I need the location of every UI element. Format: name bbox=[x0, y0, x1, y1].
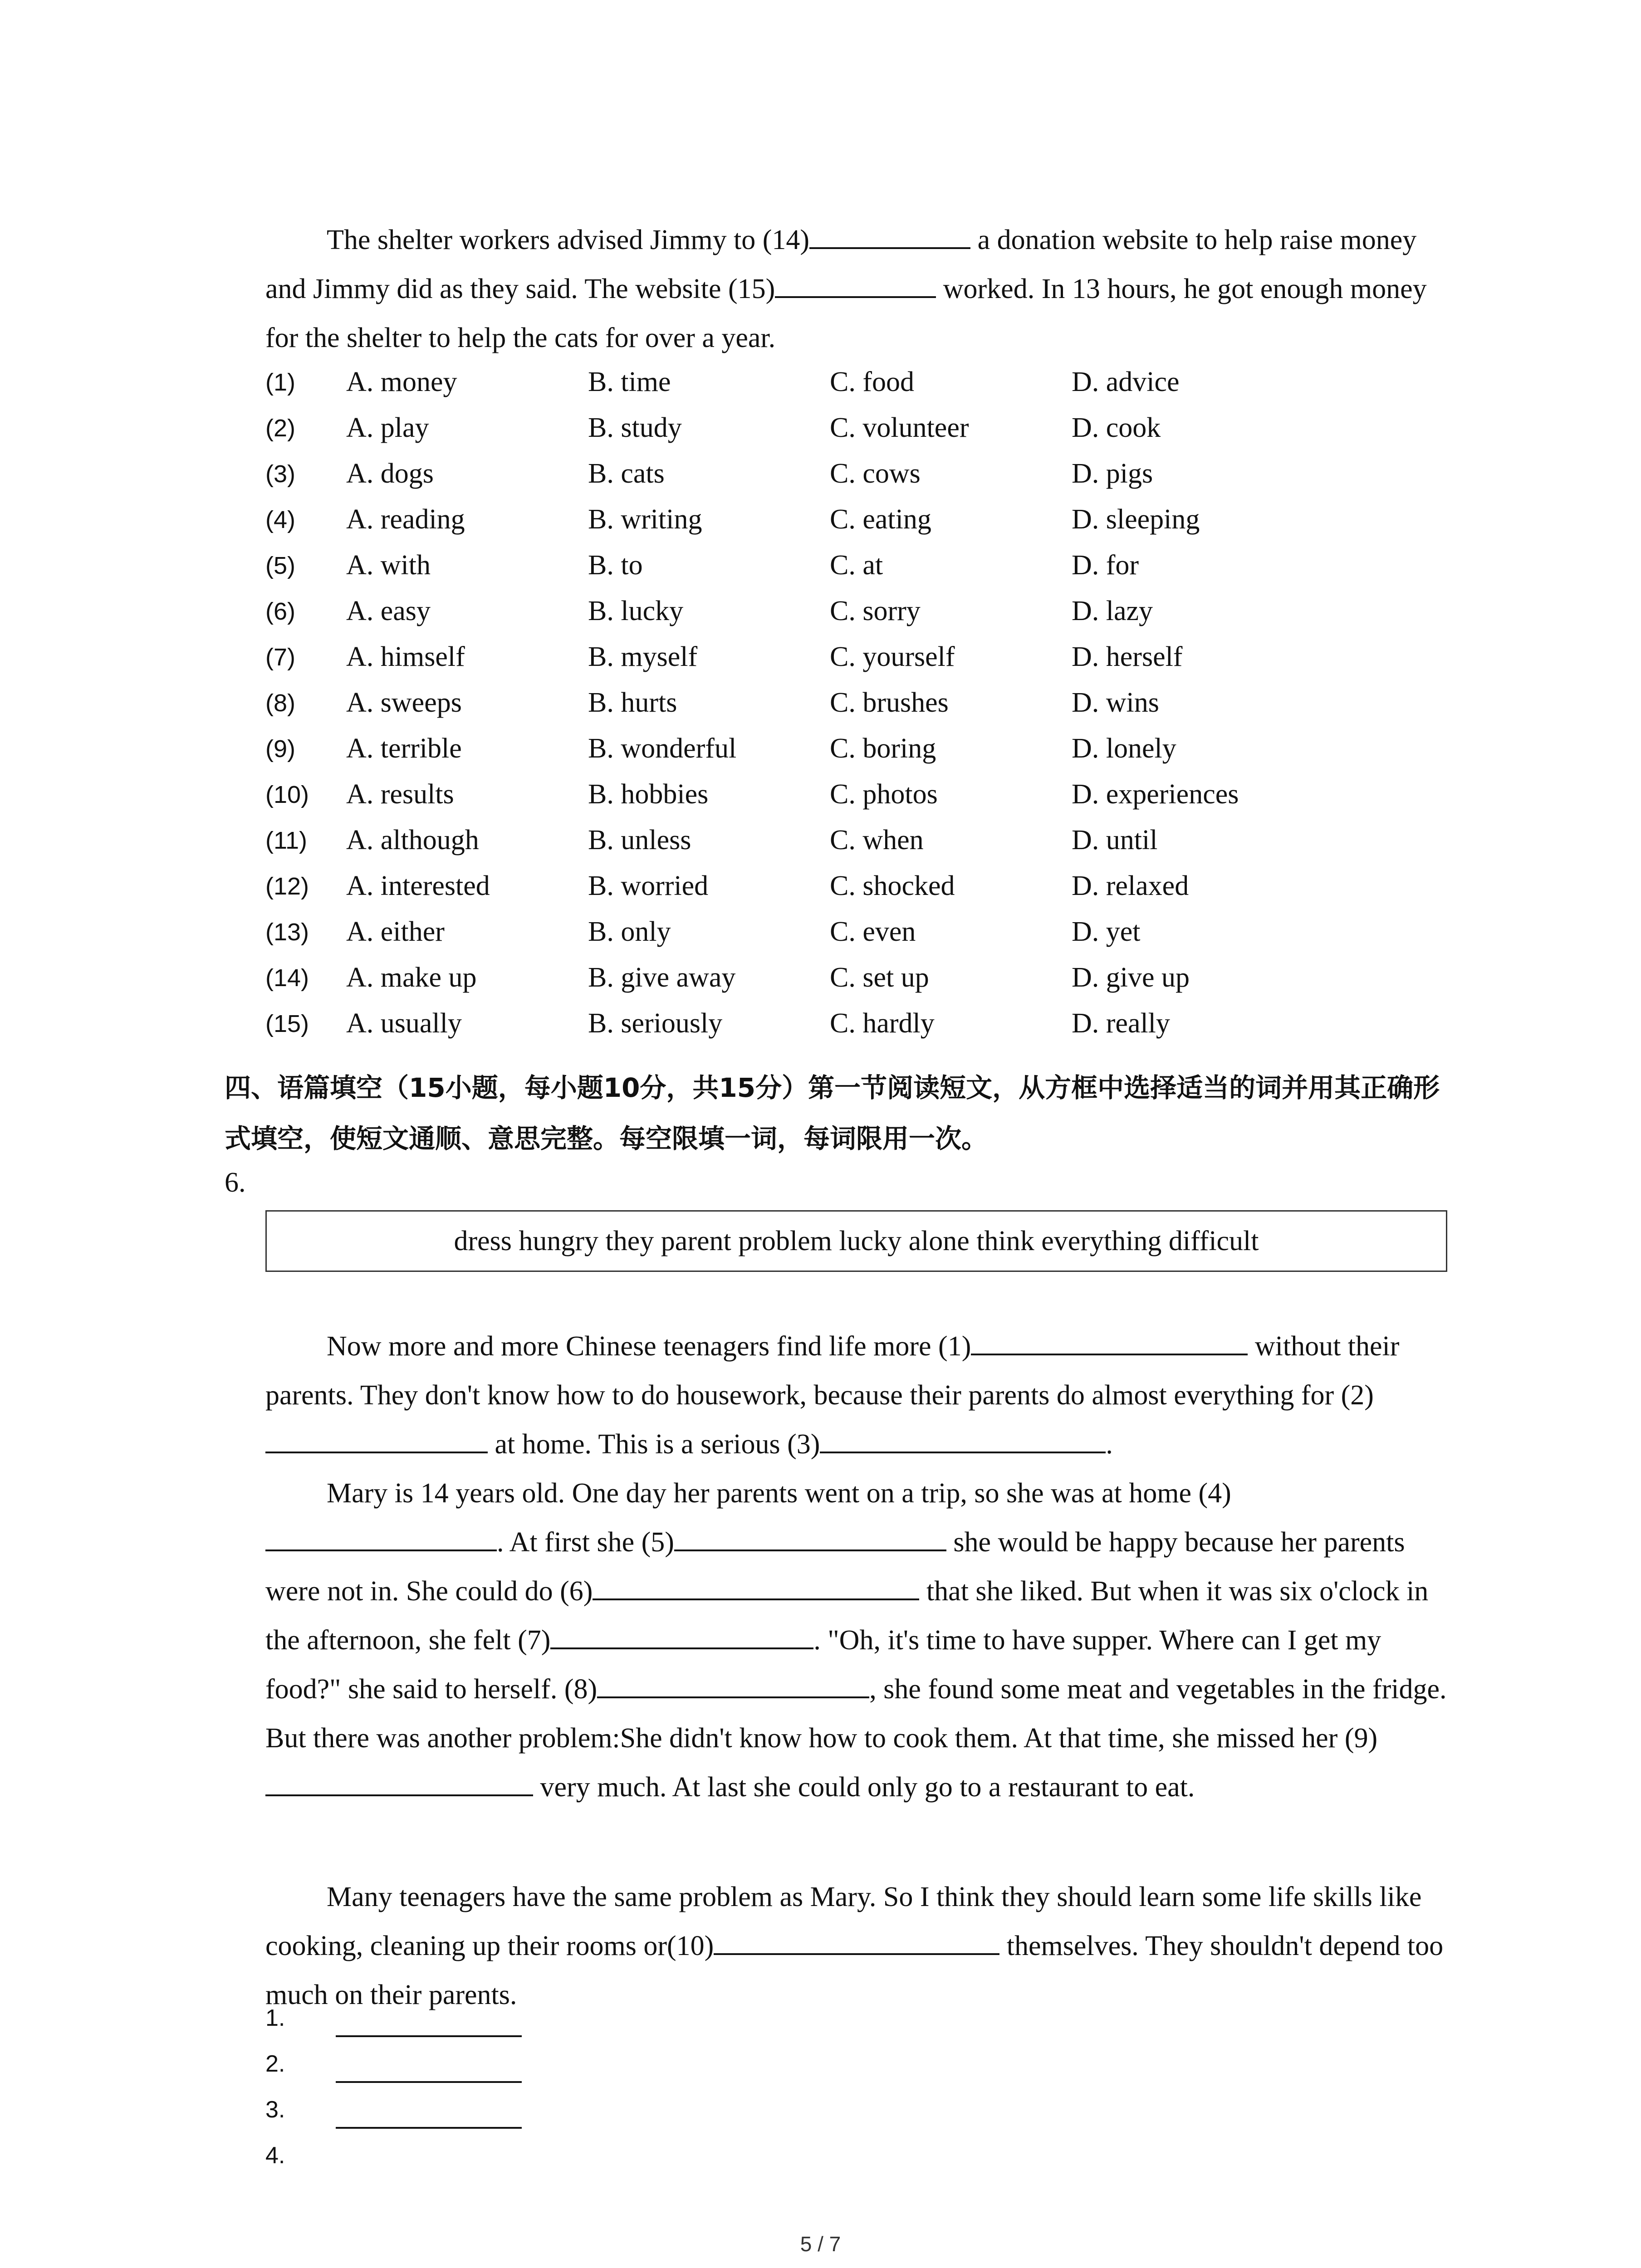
blank-2[interactable] bbox=[265, 1423, 488, 1453]
option-b[interactable]: B. hobbies bbox=[588, 779, 709, 810]
option-b[interactable]: B. give away bbox=[588, 962, 736, 993]
answer-number: 2. bbox=[265, 2050, 285, 2077]
answer-number: 1. bbox=[265, 2004, 285, 2031]
option-a[interactable]: A. reading bbox=[346, 504, 465, 535]
answer-number: 3. bbox=[265, 2096, 285, 2123]
option-a[interactable]: A. himself bbox=[346, 641, 465, 672]
option-a[interactable]: A. results bbox=[346, 779, 454, 810]
question-row bbox=[265, 405, 1300, 451]
passage-text: very much. At last she could only go to a restaurant to eat. bbox=[533, 1772, 1195, 1803]
question-row bbox=[265, 817, 1300, 863]
option-b[interactable]: B. wonderful bbox=[588, 733, 737, 764]
option-b[interactable]: B. writing bbox=[588, 504, 702, 535]
answer-row bbox=[265, 2087, 522, 2132]
option-a[interactable]: A. play bbox=[346, 412, 429, 443]
blank-14[interactable] bbox=[809, 219, 970, 249]
option-d[interactable]: D. for bbox=[1072, 550, 1139, 581]
passage-text: worked. In 13 hours, he got enough money for the shelter to help the cats for over a year. bbox=[265, 274, 1427, 353]
option-a[interactable]: A. either bbox=[346, 916, 445, 947]
answer-line[interactable] bbox=[336, 2109, 522, 2129]
option-d[interactable]: D. give up bbox=[1072, 962, 1190, 993]
answer-row bbox=[265, 1995, 522, 2041]
answer-line[interactable] bbox=[336, 2017, 522, 2037]
question-number: (9) bbox=[265, 735, 295, 763]
question-row bbox=[265, 955, 1300, 1001]
blank-3[interactable] bbox=[820, 1423, 1106, 1453]
blank-4[interactable] bbox=[265, 1521, 497, 1551]
word-box: dress hungry they parent problem lucky alone think everything difficult bbox=[265, 1210, 1447, 1272]
option-b[interactable]: B. myself bbox=[588, 641, 698, 672]
option-b[interactable]: B. seriously bbox=[588, 1008, 723, 1039]
passage-text: . At first she (5) bbox=[497, 1527, 674, 1558]
option-d[interactable]: D. herself bbox=[1072, 641, 1183, 672]
page-indicator: 5 / 7 bbox=[800, 2232, 841, 2256]
option-c[interactable]: C. when bbox=[830, 825, 924, 855]
option-d[interactable]: D. experiences bbox=[1072, 779, 1239, 810]
blank-6[interactable] bbox=[593, 1570, 919, 1600]
option-b[interactable]: B. lucky bbox=[588, 596, 684, 626]
option-d[interactable]: D. pigs bbox=[1072, 458, 1153, 489]
passage-text: at home. This is a serious (3) bbox=[488, 1429, 820, 1460]
option-d[interactable]: D. sleeping bbox=[1072, 504, 1200, 535]
blank-7[interactable] bbox=[550, 1619, 813, 1649]
option-b[interactable]: B. cats bbox=[588, 458, 665, 489]
option-b[interactable]: B. only bbox=[588, 916, 671, 947]
question-number: (14) bbox=[265, 964, 309, 992]
blank-1[interactable] bbox=[971, 1325, 1248, 1355]
passage-text: Mary is 14 years old. One day her parents went on a trip, so she was at home (4) bbox=[327, 1478, 1231, 1509]
question-number: (6) bbox=[265, 597, 295, 625]
question-row bbox=[265, 909, 1300, 955]
option-d[interactable]: D. lonely bbox=[1072, 733, 1176, 764]
question-row bbox=[265, 359, 1300, 405]
answer-list bbox=[265, 1995, 522, 2178]
option-a[interactable]: A. dogs bbox=[346, 458, 434, 489]
question-row bbox=[265, 588, 1300, 634]
option-c[interactable]: C. even bbox=[830, 916, 916, 947]
question-row bbox=[265, 1001, 1300, 1046]
question-number: (8) bbox=[265, 689, 295, 717]
option-c[interactable]: C. eating bbox=[830, 504, 931, 535]
answer-row bbox=[265, 2132, 522, 2178]
question-number: (12) bbox=[265, 872, 309, 900]
option-a[interactable]: A. sweeps bbox=[346, 687, 462, 718]
option-c[interactable]: C. yourself bbox=[830, 641, 955, 672]
option-c[interactable]: C. sorry bbox=[830, 596, 921, 626]
section-title: 四、语篇填空（15小题，每小题10分，共15分）第一节阅读短文，从方框中选择适当的词并用其正确形式填空，使短文通顺、意思完整。每空限填一词，每词限用一次。 bbox=[225, 1072, 1440, 1154]
question-row bbox=[265, 543, 1300, 588]
blank-10[interactable] bbox=[714, 1925, 999, 1955]
passage-text: a donation website to help raise money and Jimmy did as they said. The website (15) bbox=[265, 225, 1417, 304]
question-row bbox=[265, 726, 1300, 772]
passage-top-paragraph bbox=[265, 215, 1454, 362]
passage-text: Now more and more Chinese teenagers find life more (1) bbox=[327, 1331, 971, 1362]
option-c[interactable]: C. hardly bbox=[830, 1008, 935, 1039]
answer-number: 4. bbox=[265, 2142, 285, 2169]
passage-paragraph-2 bbox=[265, 1469, 1454, 1812]
option-c[interactable]: C. cows bbox=[830, 458, 921, 489]
question-number: (5) bbox=[265, 552, 295, 579]
option-c[interactable]: C. volunteer bbox=[830, 412, 969, 443]
question-number: (1) bbox=[265, 368, 295, 396]
question-row bbox=[265, 497, 1300, 543]
option-c[interactable]: C. shocked bbox=[830, 870, 955, 901]
option-a[interactable]: A. usually bbox=[346, 1008, 462, 1039]
options-table bbox=[265, 359, 1300, 1046]
option-b[interactable]: B. hurts bbox=[588, 687, 677, 718]
question-row bbox=[265, 680, 1300, 726]
option-b[interactable]: B. time bbox=[588, 367, 671, 397]
question-row bbox=[265, 863, 1300, 909]
passage-text: . bbox=[1106, 1429, 1113, 1460]
option-a[interactable]: A. money bbox=[346, 367, 457, 397]
option-d[interactable]: D. cook bbox=[1072, 412, 1161, 443]
passage-text: without their parents. They don't know how to do housework, because their parents do almost everything for (2) bbox=[265, 1331, 1400, 1411]
option-c[interactable]: C. food bbox=[830, 367, 914, 397]
option-a[interactable]: A. easy bbox=[346, 596, 431, 626]
question-number: 6. bbox=[225, 1167, 246, 1198]
question-number: (15) bbox=[265, 1010, 309, 1037]
question-number: (2) bbox=[265, 414, 295, 442]
passage-text: she would be happy because her parents were not in. She could do (6) bbox=[265, 1527, 1405, 1607]
question-number: (13) bbox=[265, 918, 309, 946]
option-a[interactable]: A. make up bbox=[346, 962, 477, 993]
blank-9[interactable] bbox=[265, 1766, 533, 1796]
option-d[interactable]: D. advice bbox=[1072, 367, 1180, 397]
passage-text: . "Oh, it's time to have supper. Where can I get my food?" she said to herself. (8) bbox=[265, 1625, 1381, 1705]
option-c[interactable]: C. boring bbox=[830, 733, 936, 764]
option-a[interactable]: A. terrible bbox=[346, 733, 462, 764]
question-row bbox=[265, 772, 1300, 817]
option-b[interactable]: B. worried bbox=[588, 870, 709, 901]
question-number: (4) bbox=[265, 506, 295, 533]
blank-15[interactable] bbox=[775, 268, 936, 298]
option-d[interactable]: D. wins bbox=[1072, 687, 1159, 718]
question-number: (11) bbox=[265, 826, 308, 854]
question-number: (10) bbox=[265, 781, 309, 808]
option-d[interactable]: D. lazy bbox=[1072, 596, 1153, 626]
answer-row bbox=[265, 2041, 522, 2087]
passage-text: , she found some meat and vegetables in the fridge. But there was another problem:She didn't know how to cook them. At that time, she missed her (9) bbox=[265, 1674, 1447, 1754]
answer-line[interactable] bbox=[336, 2063, 522, 2083]
option-d[interactable]: D. until bbox=[1072, 825, 1158, 855]
option-d[interactable]: D. relaxed bbox=[1072, 870, 1189, 901]
option-a[interactable]: A. with bbox=[346, 550, 431, 581]
option-c[interactable]: C. photos bbox=[830, 779, 938, 810]
option-d[interactable]: D. yet bbox=[1072, 916, 1141, 947]
option-a[interactable]: A. interested bbox=[346, 870, 490, 901]
option-b[interactable]: B. study bbox=[588, 412, 682, 443]
question-number: (3) bbox=[265, 460, 295, 488]
question-row bbox=[265, 634, 1300, 680]
question-number: (7) bbox=[265, 643, 295, 671]
passage-text: themselves. They shouldn't depend too much on their parents. bbox=[265, 1931, 1444, 2010]
blank-5[interactable] bbox=[674, 1521, 946, 1551]
blank-8[interactable] bbox=[597, 1668, 869, 1698]
option-c[interactable]: C. set up bbox=[830, 962, 929, 993]
option-c[interactable]: C. at bbox=[830, 550, 883, 581]
option-d[interactable]: D. really bbox=[1072, 1008, 1170, 1039]
option-b[interactable]: B. unless bbox=[588, 825, 691, 855]
question-row bbox=[265, 451, 1300, 497]
passage-paragraph-1 bbox=[265, 1322, 1454, 1469]
passage-text: Many teenagers have the same problem as Mary. So I think they should learn some life skills like cooking, cleaning up their rooms or(10) bbox=[265, 1882, 1422, 1961]
passage-text: The shelter workers advised Jimmy to (14) bbox=[327, 225, 810, 255]
option-a[interactable]: A. although bbox=[346, 825, 479, 855]
passage-text: that she liked. But when it was six o'clock in the afternoon, she felt (7) bbox=[265, 1576, 1429, 1656]
option-c[interactable]: C. brushes bbox=[830, 687, 949, 718]
option-b[interactable]: B. to bbox=[588, 550, 643, 581]
